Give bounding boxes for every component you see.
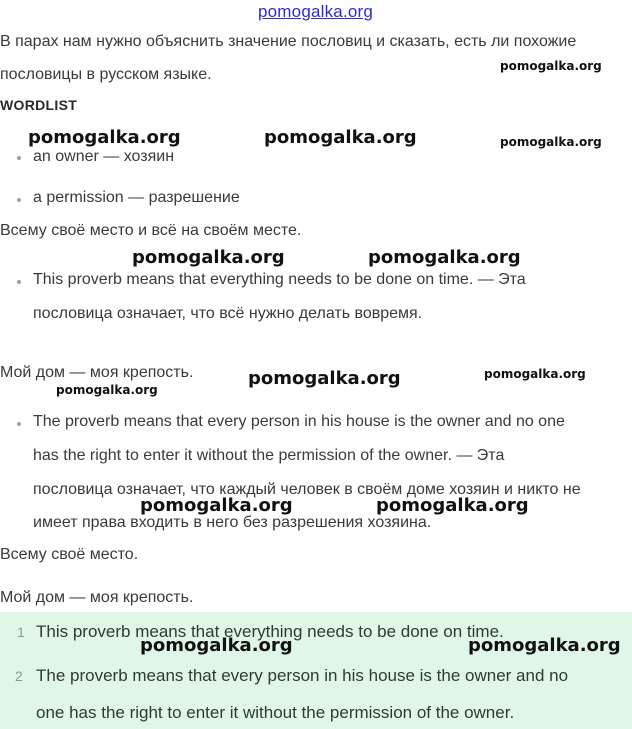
answer-text-line: one has the right to enter it without the permission of the owner.: [36, 703, 515, 722]
proverb-2-explanation-line: has the right to enter it without the permission of the owner. — Эта: [33, 447, 505, 464]
short-proverb-1: Всему своё место.: [0, 546, 139, 563]
wordlist-item: a permission — разрешение: [33, 189, 240, 206]
watermark: pomogalka.org: [500, 59, 602, 73]
watermark: pomogalka.org: [140, 635, 293, 656]
answers-panel: [0, 612, 632, 729]
wordlist-heading: WORDLIST: [0, 97, 78, 113]
answer-number: 1: [17, 624, 25, 640]
watermark: pomogalka.org: [484, 367, 586, 381]
answer-text-line: This proverb means that everything needs to be done on time.: [36, 622, 504, 641]
proverb-2-explanation-line: имеет права входить в него без разрешения хозяина.: [33, 514, 432, 531]
watermark: pomogalka.org: [264, 127, 417, 148]
bullet-icon: [17, 198, 21, 202]
watermark: pomogalka.org: [56, 383, 158, 397]
intro-line-2: пословицы в русском языке.: [0, 66, 212, 83]
wordlist-item: an owner — хозяин: [33, 148, 175, 165]
site-title[interactable]: pomogalka.org: [258, 2, 374, 21]
watermark: pomogalka.org: [500, 135, 602, 149]
short-proverb-2: Мой дом — моя крепость.: [0, 589, 194, 606]
watermark: pomogalka.org: [132, 247, 285, 268]
proverb-2-explanation-line: пословица означает, что каждый человек в своём доме хозяин и никто не: [33, 481, 581, 498]
bullet-icon: [17, 156, 21, 160]
proverb-2-explanation-line: The proverb means that every person in his house is the owner and no one: [33, 413, 565, 430]
proverb-2-title: Мой дом — моя крепость.: [0, 364, 194, 381]
watermark: pomogalka.org: [248, 368, 401, 389]
proverb-1-explanation-line: This proverb means that everything needs to be done on time. — Эта: [33, 271, 526, 288]
watermark: pomogalka.org: [140, 495, 293, 516]
answer-text-line: The proverb means that every person in his house is the owner and no: [36, 666, 569, 685]
watermark: pomogalka.org: [376, 495, 529, 516]
intro-line-1: В парах нам нужно объяснить значение пословиц и сказать, есть ли похожие: [0, 33, 577, 50]
proverb-1-explanation-line: пословица означает, что всё нужно делать вовремя.: [33, 305, 423, 322]
watermark: pomogalka.org: [368, 247, 521, 268]
watermark: pomogalka.org: [28, 127, 181, 148]
answer-number: 2: [15, 668, 23, 684]
watermark: pomogalka.org: [468, 635, 621, 656]
proverb-1-title: Всему своё место и всё на своём месте.: [0, 222, 302, 239]
bullet-icon: [17, 280, 21, 284]
bullet-icon: [17, 422, 21, 426]
